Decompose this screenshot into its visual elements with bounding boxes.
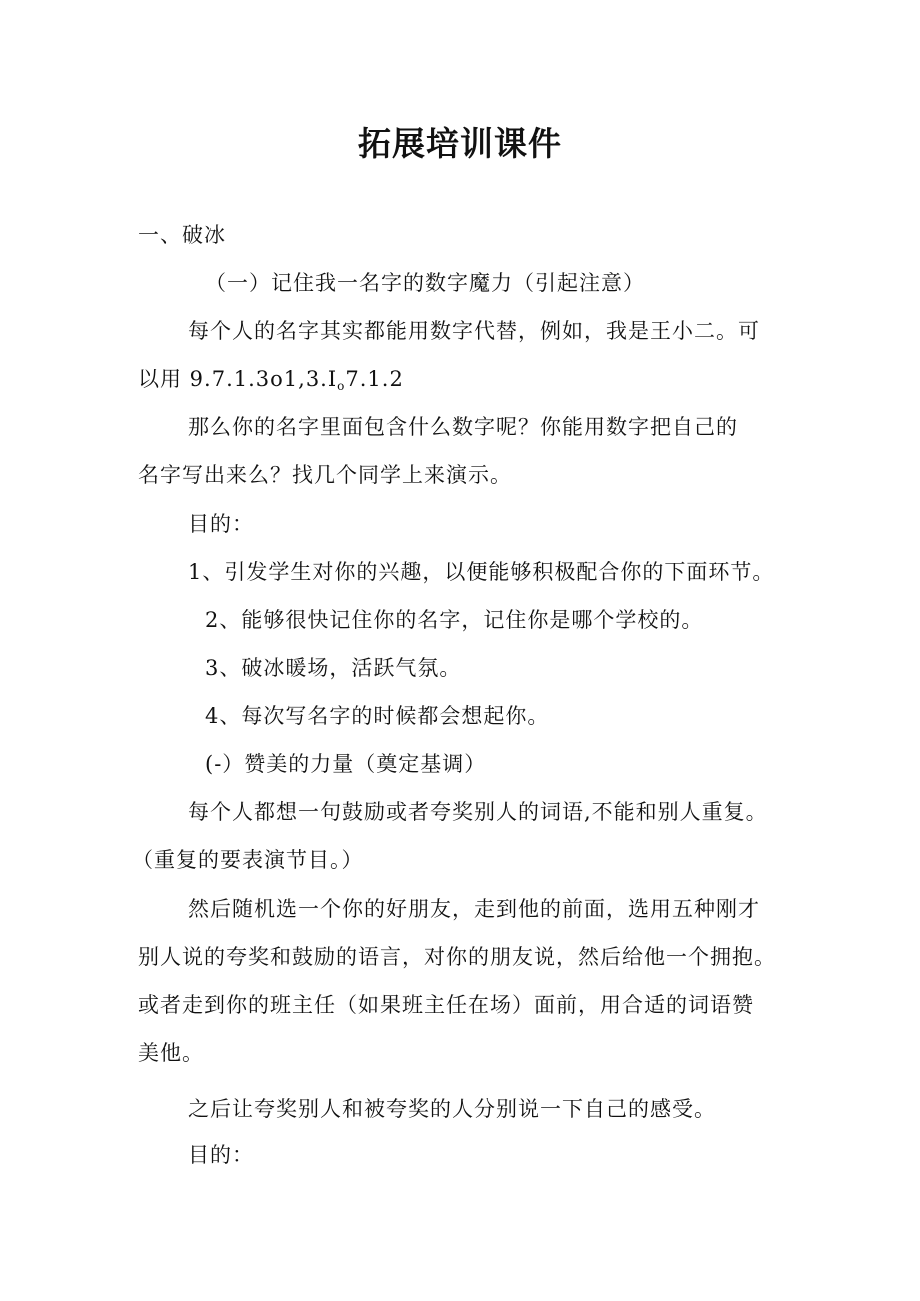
paragraph-line: 或者走到你的班主任（如果班主任在场）面前，用合适的词语赞: [138, 993, 754, 1017]
purpose-label: 目的：: [188, 1143, 254, 1167]
subscript-text: o: [337, 379, 346, 393]
document-title: 拓展培训课件: [358, 124, 562, 163]
paragraph-text: 7.1.2: [345, 367, 404, 391]
section-heading-icebreaker: 一、破冰: [138, 223, 226, 247]
list-item: 1、引发学生对你的兴趣，以便能够积极配合你的下面环节。: [188, 560, 775, 584]
list-item: 2、能够很快记住你的名字，记住你是哪个学校的。: [205, 608, 704, 632]
paragraph-line: 然后随机选一个你的好朋友，走到他的前面，选用五种刚才: [188, 897, 760, 921]
paragraph-line: （重复的要表演节目。）: [132, 848, 364, 872]
list-item: 4、每次写名字的时候都会想起你。: [205, 704, 550, 728]
list-item: 3、破冰暖场，活跃气氛。: [205, 656, 462, 680]
paragraph-line: 美他。: [138, 1041, 204, 1065]
purpose-label: 目的：: [188, 512, 254, 536]
paragraph-line: 之后让夸奖别人和被夸奖的人分别说一下自己的感受。: [188, 1097, 716, 1121]
paragraph-line: 每个人都想一句鼓励或者夸奖别人的词语,不能和别人重复。: [188, 800, 768, 824]
paragraph-line: 别人说的夸奖和鼓励的语言，对你的朋友说，然后给他一个拥抱。: [138, 945, 776, 969]
paragraph-text: 以用 9.7.1.3o1,3.I: [138, 367, 338, 391]
subsection-heading-name-number: （一）记住我一名字的数字魔力（引起注意）: [205, 271, 645, 295]
paragraph-line: 每个人的名字其实都能用数字代替，例如，我是王小二。可: [188, 319, 760, 343]
paragraph-line: 名字写出来么？找几个同学上来演示。: [138, 463, 512, 487]
paragraph-line: 那么你的名字里面包含什么数字呢？你能用数字把自己的: [188, 415, 738, 439]
paragraph-line: [138, 364, 404, 401]
subsection-heading-praise: (-）赞美的力量（奠定基调）: [205, 752, 487, 776]
